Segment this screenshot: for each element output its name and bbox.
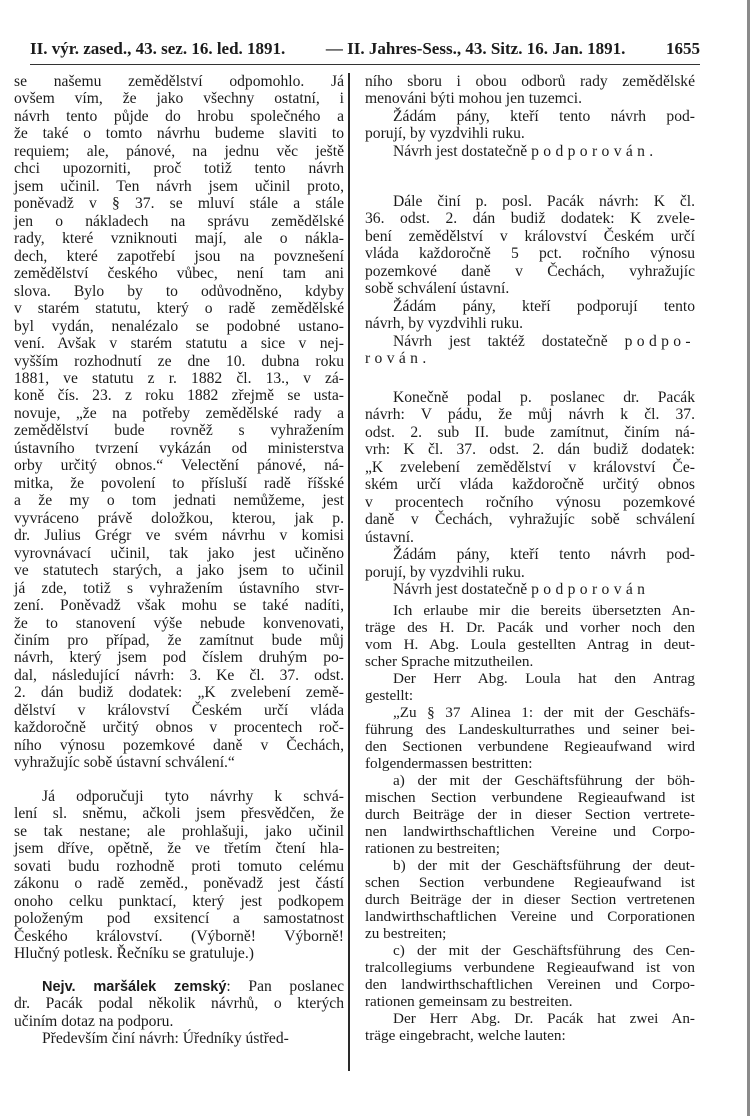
line: Der Herr Abg. Dr. Pacák hat zwei An- [393,1010,695,1028]
line: Já odporučuji tyto návrhy k schvá- [42,788,344,805]
line: vom H. Abg. Loula gestellten Antrag in deut- [365,636,695,654]
line: Především činí návrh: Úředníky ústřed- [42,1030,289,1048]
line: ve statutech starých, a jako jsem to učinil [14,562,344,580]
spaced-emphasis: podporován. [531,142,658,160]
line: dělství v království Českém určí vláda [14,701,344,719]
line: činím pro případ, že zamítnut bude můj [14,632,344,649]
line [365,143,695,160]
line: v procentech ročního výnosu pozemkové [365,493,695,511]
line: lení sl. sněmu, ačkoli jsem přesvědčen, že [14,805,344,823]
line: vyšším rozhodnutí ze dne 10. dubna roku [14,352,344,370]
spaced-emphasis: podporován [531,581,650,599]
line: se našemu zemědělství odpomohlo. Já [14,73,344,90]
line: den Sectionen verbundene Regieaufwand wird [365,738,695,756]
right-column-block-3 [365,389,695,599]
paragraph [14,1030,344,1047]
left-column-block-2 [14,788,344,963]
line: sovati budu rozhodně proti tomuto celému [14,857,344,875]
line: c) der mit der Geschäftsführung des Cen- [393,942,695,960]
line: vláda každoročně 5 pct. ročního výnosu [365,245,695,263]
line [365,350,695,367]
paragraph [365,333,695,368]
line: návrh, který jsem pod číslem druhým po- [14,649,344,667]
line: dr. Julius Grégr ve svém návrhu v komisi [14,527,344,545]
line: träge des H. Dr. Pacák und vorher noch den [365,619,695,637]
paragraph [365,73,695,108]
paragraph [365,772,695,857]
line: sobě schválení ústavní. [365,280,510,298]
line: vyrovnávací učinil, tak jako jest učiněno [14,544,344,562]
paragraph [365,670,695,704]
page-number: 1655 [665,39,700,58]
line: v starém statutu, který o radě zemědělské [14,300,344,318]
line: zemědělství českého vůbec, není tam ani [14,265,344,283]
line-text: Návrh jest dostatečně [393,142,532,160]
line: Žádám pány, kteří tento návrh pod- [393,107,695,125]
line: tralcollegiums verbundene Regieaufwand ist von [365,959,695,977]
line: návrh, by vyzdvihli ruku. [365,315,524,333]
paragraph [365,581,695,598]
line: Dále činí p. posl. Pacák návrh: K čl. [393,193,695,210]
line: rationen zu bestreiten; [365,840,500,858]
line: Žádám pány, kteří podporují tento [393,297,695,315]
line: durch Beiträge der in dieser Section vertrete- [365,806,695,824]
line: položeným pod exsitencí a samostatnost [14,910,344,928]
line: jsem učinil. Ten návrh jsem učinil proto, [14,177,344,195]
line: byl vydán, nenalézalo se podobné ustano- [14,317,344,335]
line: chci upozorniti, proč totiž tento návrh [14,160,344,178]
page-header [30,39,700,59]
line: Konečně podal p. poslanec dr. Pacák [393,389,695,406]
paragraph [365,857,695,942]
line: zení. Poněvadž však mohu se také nadíti, [14,597,344,615]
line: 1881, ve statutu z r. 1882 čl. 13., v zá- [14,369,344,387]
left-column-block-3 [14,978,344,1048]
header-rule [30,64,700,65]
line: pozemkové daně v Čechách, vyhražujíc [365,262,695,280]
line: návrh: V pádu, že můj návrh k čl. 37. [365,406,695,424]
line: Der Herr Abg. Loula hat den Antrag [393,670,695,688]
line [14,978,344,995]
paragraph [365,1010,695,1044]
line: vyhražujíc sobě ústavní schválení.“ [14,754,235,772]
line: Českého království. (Výborně! Výborně! [14,927,344,945]
spaced-emphasis: rován. [365,350,431,368]
line: slova. Bylo by to odůvodněno, kdyby [14,282,344,300]
line: rady, které vzniknouti mají, ale o nákla- [14,230,344,248]
line: dr. Pacák podal několik návrhů, o kterých [14,995,344,1013]
line: zu bestreiten; [365,925,447,943]
line: vrh: K čl. 37. odst. 2. dán budiž dodatek: [365,441,695,459]
right-column-german-block [365,602,695,1044]
line: schen Section verbundene Regieaufwand ist [365,874,695,892]
line: jsem dříve, opětně, že ve třetím čtení hla- [14,840,344,858]
line [365,581,695,598]
line: ském určí vláda každoročně určitý obnos [365,476,695,494]
line: že to stanovení výše nebude konvenovati, [14,614,344,632]
line: Žádám pány, kteří tento návrh pod- [393,546,695,564]
line-text: : Pan poslanec [226,978,344,995]
line: bení zemědělství v království Českém určí [365,227,695,245]
line: a že my o tom jednati nemůžeme, jest [14,492,344,510]
line: requiem; ale, pánové, na jednu věc ještě [14,142,344,160]
column-divider [348,73,350,1071]
right-column-block-1 [365,73,695,160]
left-column-block-1 [14,73,344,772]
line: ústavního tvrzení vykázán od ministerstva [14,439,344,457]
line: „K zvelebení zemědělství v království Če- [365,458,695,476]
line: scher Sprache mitzutheilen. [365,653,534,671]
line: návrh tento půjde do hrobu společného a [14,107,344,125]
paragraph [365,193,695,298]
line: Hlučný potlesk. Řečníku se gratuluje.) [14,945,254,963]
line: träge eingebracht, welche lauten: [365,1027,566,1045]
line: odst. 2. sub II. bude zamítnut, činím ná- [365,423,695,441]
line: rationen gemeinsam zu bestreiten. [365,993,573,1011]
line: folgendermassen bestritten: [365,755,533,773]
line: durch Beiträge der in dieser Section vertretenen [365,891,695,909]
line: führung des Landeskulturrathes und seiner bei- [365,721,695,739]
header-german: — II. Jahres-Sess., 43. Sitz. 16. Jan. 1891. [325,39,626,58]
spaced-emphasis: podpo- [624,332,695,350]
paragraph [14,788,344,963]
line: novuje, „že na potřeby zemědělské rady a [14,404,344,422]
line: menováni býti mohou jen tuzemci. [365,90,582,108]
paragraph [14,73,344,772]
paragraph [365,546,695,581]
line: ovšem vím, že jako všechny ostatní, i [14,90,344,108]
line: porují, by vyzdvihli ruku. [365,563,525,581]
line: vení. Avšak v starém statutu a sice v nej- [14,335,344,353]
line: zemědělství bude rovněž s vyhražením [14,422,344,440]
line: a) der mit der Geschäftsführung der böh- [393,772,695,790]
line: ního sboru i obou odborů rady zemědělské [365,73,695,90]
line: že také o tomto návrhu budeme slaviti to [14,125,344,143]
line: ního výnosu pozemkové daně v Čechách, [14,736,344,754]
line: b) der mit der Geschäftsführung der deut- [393,857,695,875]
line [365,333,695,350]
right-column-block-2 [365,193,695,368]
paragraph [365,942,695,1010]
speaker-paragraph [14,978,344,1030]
paragraph [365,704,695,772]
line: porují, by vyzdvihli ruku. [365,125,525,143]
line-text: Návrh jest dostatečně [393,581,532,599]
line: jen o nákladech na správu zemědělské [14,212,344,230]
line: mitka, že povolení to přísluší radě říšské [14,474,344,492]
line: „Zu § 37 Alinea 1: der mit der Geschäfs- [393,704,695,722]
line: zákonu o radě zeměd., poněvadž jest částí [14,875,344,893]
line: orby určitý obnos.“ Velectění pánové, ná- [14,457,344,475]
line: gestellt: [365,687,414,705]
line: onoho celku punktací, který jest podkopem [14,892,344,910]
line-text: Návrh jest taktéž dostatečně [393,332,625,350]
line: landwirthschaftlichen Vereine und Corporationen [365,908,695,926]
header-czech: II. výr. zased., 43. sez. 16. led. 1891. [30,39,286,58]
line: učiním dotaz na podporu. [14,1012,174,1030]
line: den landwirthschaftlichen Vereinen und Corpo- [365,976,695,994]
paragraph [365,389,695,546]
line: se tak nestane; ale prohlašuji, jako učinil [14,822,344,840]
line: dech, které zapotřebí jsou na povznešení [14,247,344,265]
line: nen landwirthschaftlichen Vereine und Corpo- [365,823,695,841]
paragraph [365,108,695,143]
line: každoročně určitý obnos v procentech roč- [14,719,344,737]
paragraph [365,602,695,670]
line: 36. odst. 2. dán budiž dodatek: K zvele- [365,210,695,228]
line: poněvadž v § 37. se mluví stále a stále [14,195,344,213]
line: koně čís. 23. z roku 1882 zřejmě se usta- [14,387,344,405]
paragraph [365,298,695,333]
line: 2. dán budiž dodatek: „K zvelebení země- [14,684,344,702]
speaker-name: Nejv. maršálek zemský [42,979,227,995]
line: já zde, totiž s vyhražením ústavního stvr- [14,579,344,597]
paragraph [365,143,695,160]
line: ústavní. [365,528,414,546]
line: dal, následující návrh: 3. Ke čl. 37. odst. [14,666,344,684]
line: Ich erlaube mir die bereits übersetzten An- [393,602,695,619]
line: mischen Section verbundene Regieaufwand ist [365,789,695,807]
line: daně v Čechách, vyhražujíc sobě schválení [365,511,695,529]
line: vyvráceno právě doložkou, kterou, jak p. [14,509,344,527]
